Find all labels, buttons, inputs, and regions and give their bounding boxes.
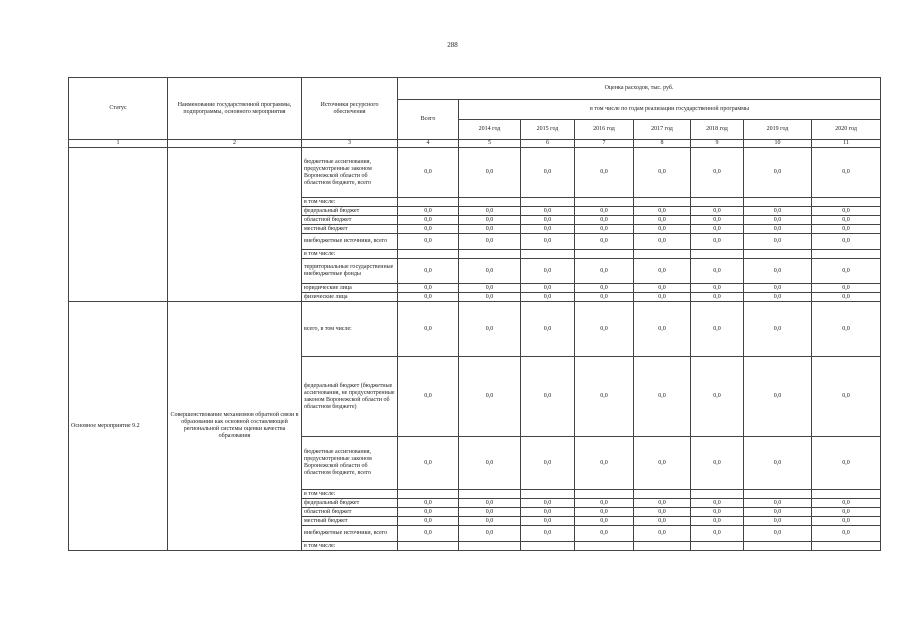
value-cell: 0,0 — [812, 526, 881, 542]
source-cell: местный бюджет — [302, 517, 398, 526]
header-year: 2016 год — [575, 120, 634, 140]
value-cell: 0,0 — [398, 293, 459, 302]
source-cell: внебюджетные источники, всего — [302, 526, 398, 542]
value-cell: 0,0 — [691, 293, 744, 302]
value-cell: 0,0 — [398, 207, 459, 216]
value-cell: 0,0 — [521, 357, 575, 437]
value-cell — [398, 542, 459, 551]
value-cell: 0,0 — [575, 437, 634, 490]
column-number: 4 — [398, 140, 459, 148]
header-total: Всего — [398, 100, 459, 140]
value-cell: 0,0 — [575, 259, 634, 284]
value-cell — [812, 542, 881, 551]
value-cell: 0,0 — [691, 508, 744, 517]
value-cell: 0,0 — [744, 284, 812, 293]
value-cell: 0,0 — [744, 517, 812, 526]
source-cell: бюджетные ассигнования, предусмотренные законом Воронежской области об областном бюджете, всего — [302, 437, 398, 490]
source-cell: в том числе: — [302, 250, 398, 259]
value-cell: 0,0 — [575, 302, 634, 357]
value-cell: 0,0 — [398, 225, 459, 234]
value-cell: 0,0 — [744, 234, 812, 250]
value-cell — [744, 542, 812, 551]
value-cell: 0,0 — [634, 357, 691, 437]
source-cell: внебюджетные источники, всего — [302, 234, 398, 250]
value-cell: 0,0 — [691, 225, 744, 234]
header-year: 2014 год — [459, 120, 521, 140]
value-cell: 0,0 — [459, 517, 521, 526]
value-cell: 0,0 — [691, 499, 744, 508]
source-cell: физические лица — [302, 293, 398, 302]
value-cell: 0,0 — [575, 293, 634, 302]
value-cell — [634, 542, 691, 551]
value-cell: 0,0 — [744, 499, 812, 508]
column-number: 10 — [744, 140, 812, 148]
value-cell: 0,0 — [634, 284, 691, 293]
header-year: 2018 год — [691, 120, 744, 140]
value-cell: 0,0 — [398, 148, 459, 198]
value-cell — [459, 542, 521, 551]
value-cell: 0,0 — [575, 216, 634, 225]
value-cell: 0,0 — [744, 526, 812, 542]
column-number: 1 — [69, 140, 168, 148]
value-cell: 0,0 — [459, 207, 521, 216]
value-cell: 0,0 — [634, 526, 691, 542]
value-cell: 0,0 — [521, 284, 575, 293]
value-cell — [744, 490, 812, 499]
value-cell: 0,0 — [691, 284, 744, 293]
value-cell: 0,0 — [634, 437, 691, 490]
column-number: 2 — [168, 140, 302, 148]
value-cell: 0,0 — [459, 216, 521, 225]
value-cell: 0,0 — [634, 234, 691, 250]
column-number: 8 — [634, 140, 691, 148]
value-cell: 0,0 — [459, 437, 521, 490]
value-cell — [634, 250, 691, 259]
value-cell: 0,0 — [812, 259, 881, 284]
value-cell — [521, 490, 575, 499]
value-cell: 0,0 — [459, 302, 521, 357]
value-cell — [575, 198, 634, 207]
source-cell: федеральный бюджет — [302, 207, 398, 216]
value-cell: 0,0 — [634, 225, 691, 234]
value-cell — [398, 490, 459, 499]
value-cell: 0,0 — [459, 357, 521, 437]
value-cell — [575, 250, 634, 259]
value-cell: 0,0 — [691, 437, 744, 490]
value-cell: 0,0 — [744, 148, 812, 198]
value-cell: 0,0 — [691, 302, 744, 357]
header-by-year: в том числе по годам реализации государственной программы — [459, 100, 881, 120]
value-cell: 0,0 — [459, 234, 521, 250]
column-number: 5 — [459, 140, 521, 148]
column-number: 6 — [521, 140, 575, 148]
value-cell: 0,0 — [812, 357, 881, 437]
value-cell: 0,0 — [575, 517, 634, 526]
value-cell: 0,0 — [459, 225, 521, 234]
value-cell: 0,0 — [459, 499, 521, 508]
value-cell: 0,0 — [634, 216, 691, 225]
value-cell — [521, 250, 575, 259]
value-cell: 0,0 — [521, 508, 575, 517]
value-cell: 0,0 — [459, 526, 521, 542]
value-cell: 0,0 — [521, 302, 575, 357]
value-cell: 0,0 — [575, 284, 634, 293]
value-cell: 0,0 — [691, 148, 744, 198]
value-cell: 0,0 — [398, 357, 459, 437]
value-cell: 0,0 — [812, 437, 881, 490]
value-cell — [521, 542, 575, 551]
value-cell: 0,0 — [634, 302, 691, 357]
value-cell: 0,0 — [744, 216, 812, 225]
value-cell — [459, 250, 521, 259]
value-cell: 0,0 — [459, 293, 521, 302]
value-cell: 0,0 — [459, 148, 521, 198]
value-cell: 0,0 — [459, 284, 521, 293]
value-cell: 0,0 — [521, 499, 575, 508]
value-cell: 0,0 — [575, 148, 634, 198]
value-cell: 0,0 — [459, 508, 521, 517]
value-cell: 0,0 — [398, 499, 459, 508]
value-cell: 0,0 — [812, 216, 881, 225]
header-status: Статус — [69, 78, 168, 140]
value-cell: 0,0 — [812, 302, 881, 357]
column-number: 9 — [691, 140, 744, 148]
value-cell — [744, 198, 812, 207]
program-name-cell — [168, 148, 302, 302]
value-cell — [398, 198, 459, 207]
value-cell: 0,0 — [634, 499, 691, 508]
value-cell: 0,0 — [398, 437, 459, 490]
value-cell — [812, 250, 881, 259]
page-number: 288 — [447, 41, 458, 49]
value-cell — [575, 490, 634, 499]
value-cell: 0,0 — [521, 517, 575, 526]
table-row — [69, 302, 881, 357]
value-cell: 0,0 — [398, 284, 459, 293]
value-cell — [634, 490, 691, 499]
value-cell: 0,0 — [575, 225, 634, 234]
value-cell: 0,0 — [744, 357, 812, 437]
value-cell: 0,0 — [575, 508, 634, 517]
value-cell: 0,0 — [521, 207, 575, 216]
value-cell: 0,0 — [398, 259, 459, 284]
header-estimate: Оценка расходов, тыс. руб. — [398, 78, 881, 100]
value-cell: 0,0 — [812, 499, 881, 508]
value-cell — [459, 490, 521, 499]
value-cell: 0,0 — [521, 216, 575, 225]
source-cell: территориальные государственные внебюджетные фонды — [302, 259, 398, 284]
value-cell: 0,0 — [521, 526, 575, 542]
value-cell: 0,0 — [521, 234, 575, 250]
status-cell: Основное мероприятие 9.2 — [69, 302, 168, 551]
value-cell: 0,0 — [744, 259, 812, 284]
source-cell: бюджетные ассигнования, предусмотренные законом Воронежской области об областном бюджете, всего — [302, 148, 398, 198]
value-cell: 0,0 — [744, 437, 812, 490]
value-cell — [634, 198, 691, 207]
header-year: 2015 год — [521, 120, 575, 140]
value-cell: 0,0 — [812, 284, 881, 293]
value-cell — [521, 198, 575, 207]
status-cell — [69, 148, 168, 302]
value-cell: 0,0 — [634, 293, 691, 302]
source-cell: федеральный бюджет (бюджетные ассигнования, не предусмотренные законом Воронежской области об областном бюджете) — [302, 357, 398, 437]
value-cell: 0,0 — [691, 234, 744, 250]
value-cell — [398, 250, 459, 259]
value-cell — [459, 198, 521, 207]
value-cell: 0,0 — [691, 517, 744, 526]
value-cell — [812, 198, 881, 207]
value-cell: 0,0 — [812, 207, 881, 216]
value-cell: 0,0 — [744, 293, 812, 302]
source-cell: в том числе: — [302, 490, 398, 499]
column-number: 3 — [302, 140, 398, 148]
value-cell — [744, 250, 812, 259]
source-cell: юридические лица — [302, 284, 398, 293]
table-row — [69, 148, 881, 198]
header-year: 2019 год — [744, 120, 812, 140]
value-cell: 0,0 — [521, 148, 575, 198]
source-cell: областной бюджет — [302, 508, 398, 517]
value-cell: 0,0 — [744, 225, 812, 234]
table-body — [69, 148, 881, 551]
value-cell: 0,0 — [634, 517, 691, 526]
value-cell: 0,0 — [634, 148, 691, 198]
value-cell: 0,0 — [634, 508, 691, 517]
value-cell: 0,0 — [744, 508, 812, 517]
source-cell: всего, в том числе: — [302, 302, 398, 357]
program-name-cell: Совершенствование механизмов обратной связи в образовании как основной составляющей региональной системы оценки качества образования — [168, 302, 302, 551]
value-cell — [575, 542, 634, 551]
source-cell: местный бюджет — [302, 225, 398, 234]
source-cell: в том числе: — [302, 542, 398, 551]
value-cell: 0,0 — [575, 234, 634, 250]
value-cell: 0,0 — [812, 225, 881, 234]
value-cell: 0,0 — [744, 207, 812, 216]
source-cell: в том числе: — [302, 198, 398, 207]
value-cell: 0,0 — [398, 526, 459, 542]
value-cell: 0,0 — [575, 499, 634, 508]
value-cell — [812, 490, 881, 499]
value-cell: 0,0 — [812, 508, 881, 517]
value-cell: 0,0 — [398, 234, 459, 250]
value-cell: 0,0 — [521, 293, 575, 302]
budget-table — [68, 77, 881, 551]
value-cell: 0,0 — [575, 526, 634, 542]
header-year: 2020 год — [812, 120, 881, 140]
value-cell: 0,0 — [634, 259, 691, 284]
value-cell: 0,0 — [634, 207, 691, 216]
column-number: 7 — [575, 140, 634, 148]
value-cell — [691, 250, 744, 259]
value-cell: 0,0 — [521, 437, 575, 490]
value-cell: 0,0 — [691, 357, 744, 437]
value-cell — [691, 542, 744, 551]
value-cell: 0,0 — [691, 526, 744, 542]
value-cell: 0,0 — [521, 259, 575, 284]
source-cell: областной бюджет — [302, 216, 398, 225]
source-cell: федеральный бюджет — [302, 499, 398, 508]
column-number: 11 — [812, 140, 881, 148]
value-cell: 0,0 — [398, 508, 459, 517]
header-name: Наименование государственной программы, подпрограммы, основного мероприятия — [168, 78, 302, 140]
value-cell: 0,0 — [812, 293, 881, 302]
value-cell — [691, 198, 744, 207]
header-sources: Источники ресурсного обеспечения — [302, 78, 398, 140]
value-cell: 0,0 — [398, 302, 459, 357]
value-cell — [691, 490, 744, 499]
value-cell: 0,0 — [812, 148, 881, 198]
value-cell: 0,0 — [812, 517, 881, 526]
value-cell: 0,0 — [398, 216, 459, 225]
value-cell: 0,0 — [459, 259, 521, 284]
value-cell: 0,0 — [812, 234, 881, 250]
value-cell: 0,0 — [575, 207, 634, 216]
value-cell: 0,0 — [691, 259, 744, 284]
value-cell: 0,0 — [744, 302, 812, 357]
value-cell: 0,0 — [575, 357, 634, 437]
header-year: 2017 год — [634, 120, 691, 140]
value-cell: 0,0 — [691, 216, 744, 225]
value-cell: 0,0 — [691, 207, 744, 216]
value-cell: 0,0 — [521, 225, 575, 234]
value-cell: 0,0 — [398, 517, 459, 526]
